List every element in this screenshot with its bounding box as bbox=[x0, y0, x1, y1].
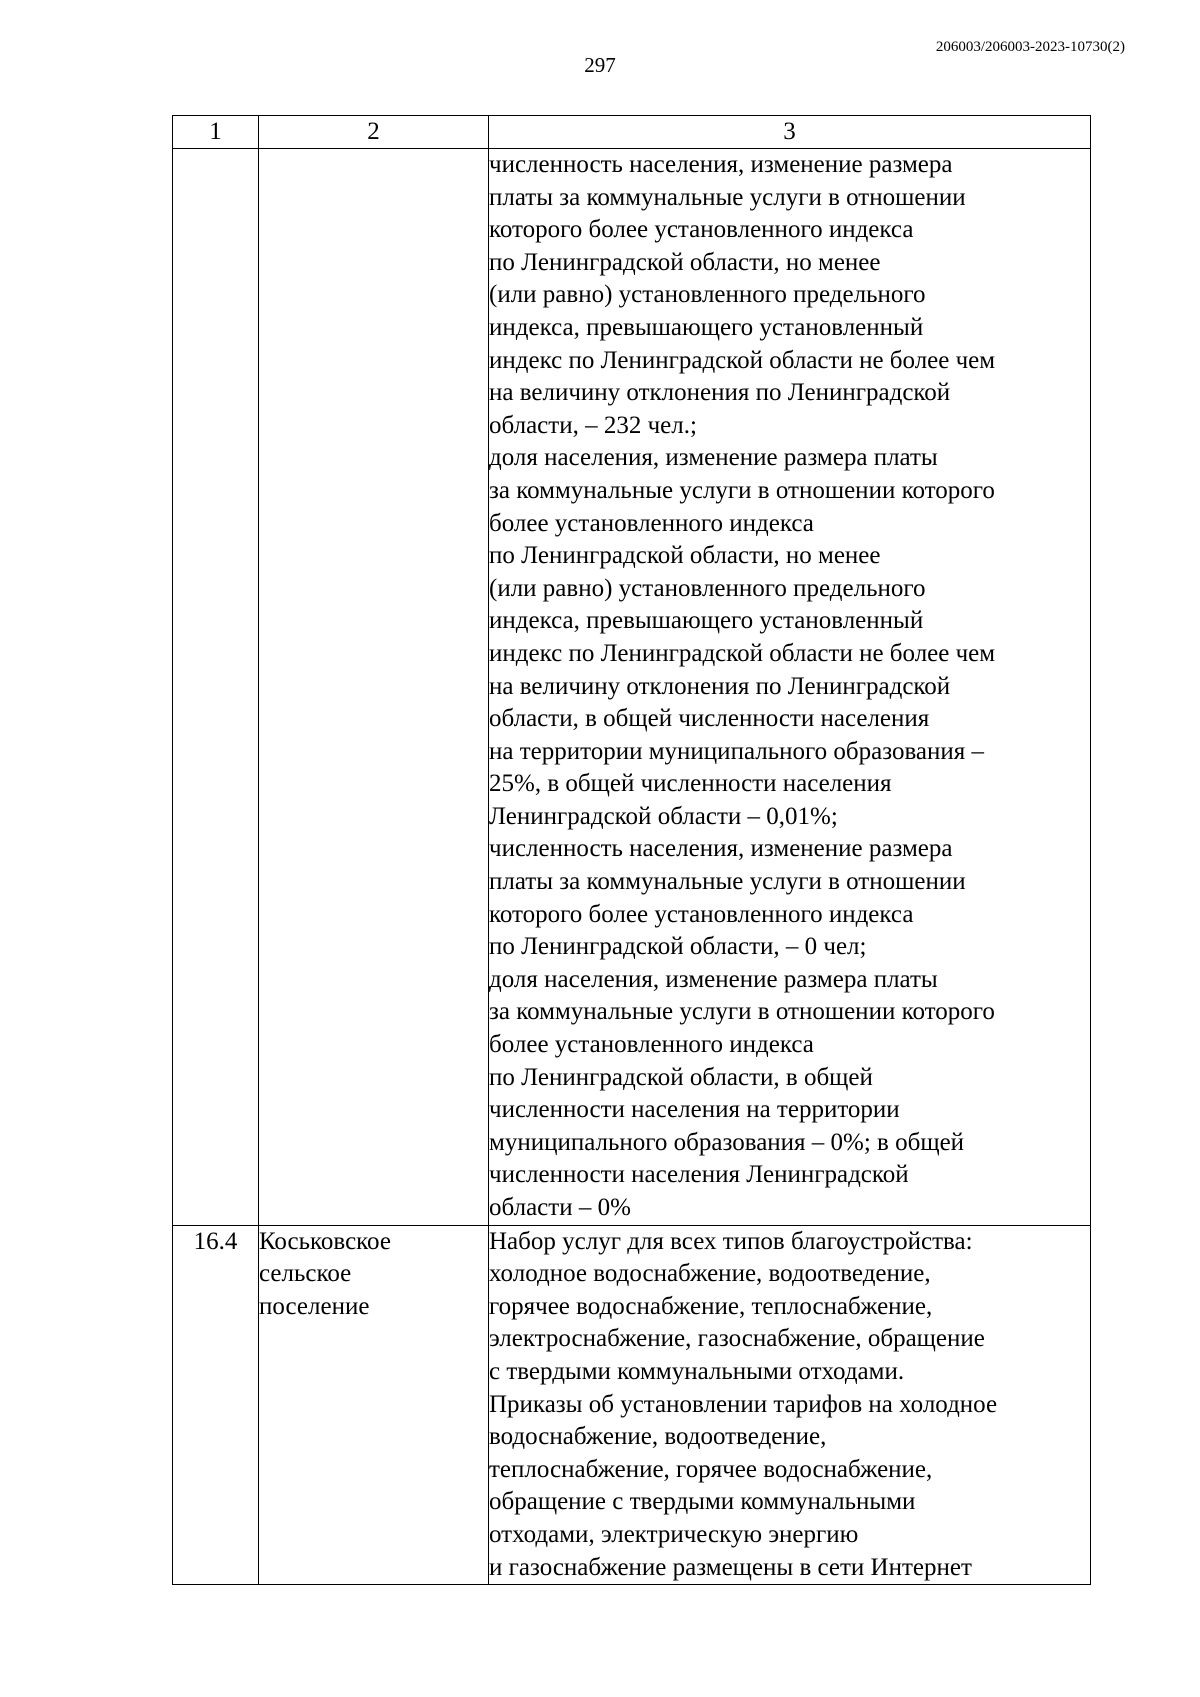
description-line: по Ленинградской области, – 0 чел; bbox=[489, 933, 867, 961]
settlement-name-line: Коськовское bbox=[259, 1227, 391, 1255]
description-line: более установленного индекса bbox=[489, 1031, 814, 1059]
description-line: численность населения, изменение размера bbox=[489, 151, 953, 178]
description-line: муниципального образования – 0%; в общей bbox=[489, 1128, 965, 1156]
description-line: водоснабжение, водоотведение, bbox=[489, 1423, 827, 1451]
table-row bbox=[173, 149, 1091, 1226]
description-line: на величину отклонения по Ленинградской bbox=[489, 379, 951, 407]
description-line: (или равно) установленного предельного bbox=[489, 281, 926, 309]
description-line: теплоснабжение, горячее водоснабжение, bbox=[489, 1455, 933, 1483]
description-line: по Ленинградской области, в общей bbox=[489, 1063, 873, 1091]
description-line: на величину отклонения по Ленинградской bbox=[489, 672, 951, 700]
description-cell bbox=[489, 149, 1091, 1226]
description-cell bbox=[489, 1225, 1091, 1585]
document-id: 206003/206003-2023-10730(2) bbox=[935, 39, 1125, 55]
settlement-name-line: поселение bbox=[259, 1292, 370, 1320]
description-line: индекс по Ленинградской области не более чем bbox=[489, 346, 996, 374]
description-line: численность населения, изменение размера bbox=[489, 835, 953, 863]
description-line: горячее водоснабжение, теплоснабжение, bbox=[489, 1292, 933, 1320]
description-line: по Ленинградской области, но менее bbox=[489, 248, 881, 276]
description-line: индекс по Ленинградской области не более чем bbox=[489, 639, 996, 667]
description-line: за коммунальные услуги в отношении которого bbox=[489, 476, 995, 504]
description-line: 25%, в общей численности населения bbox=[489, 770, 892, 798]
description-line: платы за коммунальные услуги в отношении bbox=[489, 868, 966, 896]
data-table bbox=[172, 115, 1091, 1585]
description-line: индекса, превышающего установленный bbox=[489, 607, 924, 635]
settlement-name-line: сельское bbox=[259, 1260, 352, 1288]
description-line: численности населения на территории bbox=[489, 1096, 900, 1124]
description-line: области – 0% bbox=[489, 1194, 631, 1221]
description-line: доля населения, изменение размера платы bbox=[489, 444, 938, 472]
description-line: обращение с твердыми коммунальными bbox=[489, 1488, 916, 1516]
description-line: области, в общей численности населения bbox=[489, 705, 930, 733]
column-header-3: 3 bbox=[489, 116, 1091, 149]
column-header-2: 2 bbox=[259, 116, 489, 149]
table-header-row bbox=[173, 116, 1091, 149]
description-line: которого более установленного индекса bbox=[489, 216, 914, 244]
description-line: (или равно) установленного предельного bbox=[489, 574, 926, 602]
description-line: платы за коммунальные услуги в отношении bbox=[489, 183, 966, 211]
table-row bbox=[173, 1225, 1091, 1585]
description-line: которого более установленного индекса bbox=[489, 900, 914, 928]
description-line: численности населения Ленинградской bbox=[489, 1161, 909, 1189]
description-line: за коммунальные услуги в отношении которого bbox=[489, 998, 995, 1026]
description-line: более установленного индекса bbox=[489, 509, 814, 537]
row-number-cell: 16.4 bbox=[173, 1225, 259, 1585]
description-line: области, – 232 чел.; bbox=[489, 411, 697, 439]
description-line: по Ленинградской области, но менее bbox=[489, 542, 881, 570]
column-header-1: 1 bbox=[173, 116, 259, 149]
description-line: и газоснабжение размещены в сети Интернет bbox=[489, 1553, 972, 1581]
settlement-name-cell bbox=[259, 1225, 489, 1585]
row-number-cell bbox=[173, 149, 259, 1226]
description-line: с твердыми коммунальными отходами. bbox=[489, 1357, 905, 1385]
page-number: 297 bbox=[584, 53, 616, 77]
description-line: доля населения, изменение размера платы bbox=[489, 965, 938, 993]
description-line: Ленинградской области – 0,01%; bbox=[489, 802, 838, 830]
description-line: на территории муниципального образования – bbox=[489, 737, 985, 765]
description-line: электроснабжение, газоснабжение, обращение bbox=[489, 1325, 985, 1353]
description-line: отходами, электрическую энергию bbox=[489, 1520, 859, 1548]
description-line: Приказы об установлении тарифов на холодное bbox=[489, 1390, 998, 1418]
settlement-name-cell bbox=[259, 149, 489, 1226]
description-line: индекса, превышающего установленный bbox=[489, 313, 924, 341]
description-line: холодное водоснабжение, водоотведение, bbox=[489, 1260, 931, 1288]
description-line: Набор услуг для всех типов благоустройства: bbox=[489, 1227, 973, 1255]
